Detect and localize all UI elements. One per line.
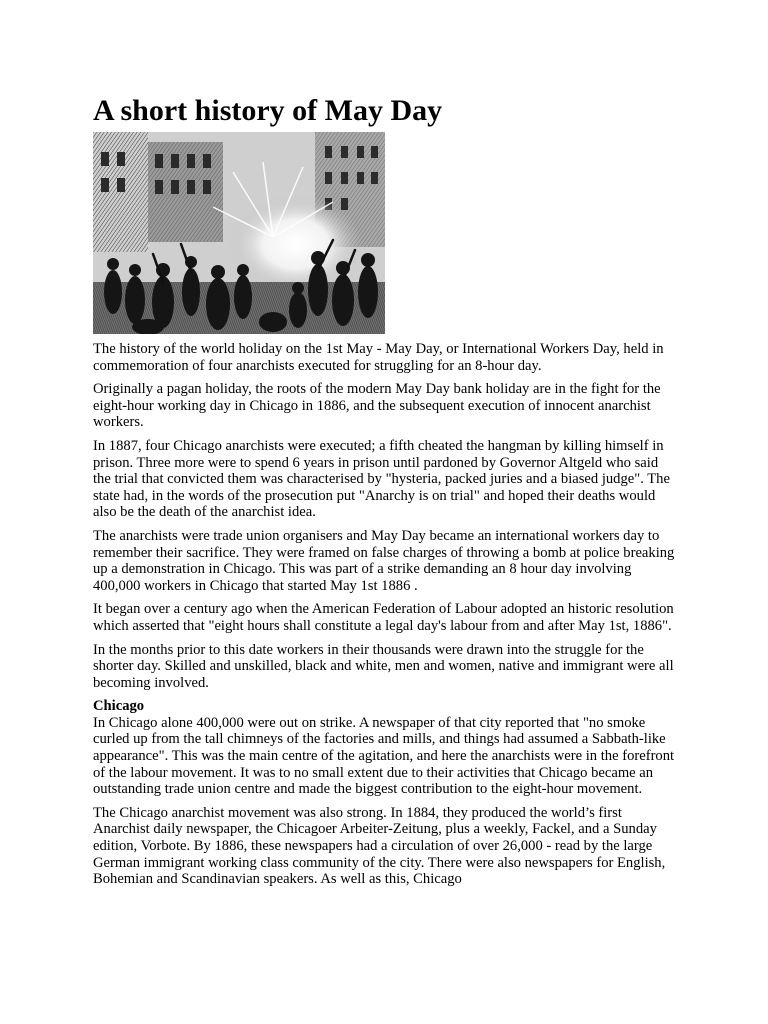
section-heading: Chicago: [93, 698, 145, 715]
paragraph: The anarchists were trade union organisers and May Day became an international workers day to remember their sacrifice. They were framed on false charges of throwing a bomb at police breaking up a demonstration in Chicago. This was part of a strike demanding an 8 hour day involving 400,000 workers in Chicago that started May 1st 1886 .: [93, 527, 675, 594]
paragraph: The Chicago anarchist movement was also strong. In 1884, they produced the world’s first Anarchist daily newspaper, the Chicagoer Arbeiter-Zeitung, plus a weekly, Fackel, and a Sunday edition, Vorbote. By 1886, these newspapers had a circulation of over 26,000 - read by the large German immigrant working class community of the city. There were also newspapers for English, Bohemian and Scandinavian speakers. As well as this, Chicago: [93, 804, 666, 888]
document-page: [93, 92, 677, 895]
section-chicago: [93, 698, 677, 798]
paragraph: The history of the world holiday on the 1st May - May Day, or International Workers Day, held in commemoration of four anarchists executed for struggling for an 8-hour day.: [93, 341, 664, 374]
paragraph: In the months prior to this date workers in their thousands were drawn into the struggle for the shorter day. Skilled and unskilled, black and white, men and women, native and immigrant were all becoming involved.: [93, 641, 674, 691]
paragraph: It began over a century ago when the American Federation of Labour adopted an historic resolution which asserted that "eight hours shall constitute a legal day's labour from and after May 1st, 1886".: [93, 601, 674, 634]
haymarket-riot-engraving-icon: [93, 132, 385, 334]
paragraph: Originally a pagan holiday, the roots of the modern May Day bank holiday are in the fight for the eight-hour working day in Chicago in 1886, and the subsequent execution of innocent anarchist workers.: [93, 381, 661, 431]
paragraph: In 1887, four Chicago anarchists were executed; a fifth cheated the hangman by killing himself in prison. Three more were to spend 6 years in prison until pardoned by Governor Altgeld who said the trial that convicted them was characterised by "hysteria, packed juries and a biased judge". The state had, in the words of the prosecution put "Anarchy is on trial" and hoped their deaths would also be the death of the anarchist idea.: [93, 437, 670, 521]
section-paragraph: In Chicago alone 400,000 were out on strike. A newspaper of that city reported that "no smoke curled up from the tall chimneys of the factories and mills, and things had assumed a Sabbath-like appearance". This was the main centre of the agitation, and here the anarchists were in the forefront of the labour movement. It was to no small extent due to their activities that Chicago became an outstanding trade union centre and made the biggest contribution to the eight-hour movement.: [93, 714, 675, 798]
page-title: A short history of May Day: [93, 94, 443, 127]
